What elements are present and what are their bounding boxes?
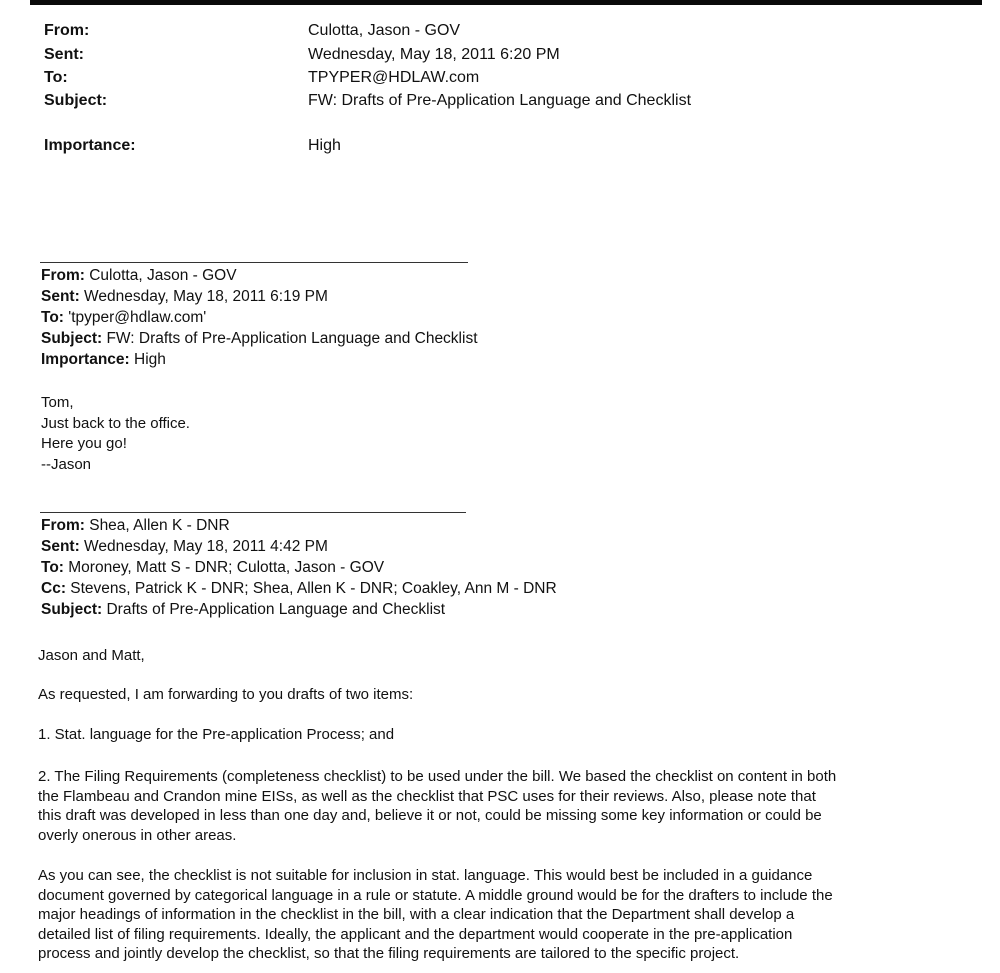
fwd1-subject: Subject: FW: Drafts of Pre-Application Language and Checklist xyxy=(41,330,478,347)
separator-2 xyxy=(40,512,466,513)
item-1: 1. Stat. language for the Pre-application Process; and xyxy=(38,726,395,743)
top-border xyxy=(30,0,982,5)
forwarded-message-1 xyxy=(41,265,478,370)
from-value: Culotta, Jason - GOV xyxy=(308,22,461,39)
greeting: Jason and Matt, xyxy=(38,647,145,664)
forwarded-message-2 xyxy=(41,515,557,620)
item-2-paragraph: 2. The Filing Requirements (completeness checklist) to be used under the bill. We based the checklist on content in both the Flambeau and Crandon mine EISs, as well as the checklist that PSC uses for their reviews. Also, please note that this draft was developed in less than one day and, believe it or not, could be missing some key information or could be overly onerous in other areas. xyxy=(38,768,837,844)
fwd1-importance: Importance: High xyxy=(41,351,166,368)
fwd1-body: Tom, Just back to the office. Here you go! --Jason xyxy=(41,394,190,473)
fwd2-from: From: Shea, Allen K - DNR xyxy=(41,517,230,534)
sent-label: Sent: xyxy=(44,46,84,63)
sent-value: Wednesday, May 18, 2011 6:20 PM xyxy=(308,46,560,63)
importance-label: Importance: xyxy=(44,137,136,154)
subject-value: FW: Drafts of Pre-Application Language and Checklist xyxy=(308,92,692,109)
fwd2-cc: Cc: Stevens, Patrick K - DNR; Shea, Allen K - DNR; Coakley, Ann M - DNR xyxy=(41,580,557,597)
intro-paragraph: As requested, I am forwarding to you drafts of two items: xyxy=(38,686,414,703)
to-value: TPYPER@HDLAW.com xyxy=(308,69,480,86)
fwd1-from: From: Culotta, Jason - GOV xyxy=(41,267,237,284)
fwd2-subject: Subject: Drafts of Pre-Application Language and Checklist xyxy=(41,601,446,618)
separator-1 xyxy=(40,262,468,263)
fwd1-sent: Sent: Wednesday, May 18, 2011 6:19 PM xyxy=(41,288,328,305)
importance-value: High xyxy=(308,137,341,154)
to-label: To: xyxy=(44,69,68,86)
from-label: From: xyxy=(44,22,90,39)
subject-label: Subject: xyxy=(44,92,108,109)
closing-paragraph: As you can see, the checklist is not suitable for inclusion in stat. language. This would best be included in a guidance document governed by categorical language in a rule or statute. A middle ground would be for the drafters to include the major headings of information in the checklist in the bill, with a clear indication that the Department shall develop a detailed list of filing requirements. Ideally, the applicant and the department would cooperate in the pre-application process and jointly develop the checklist, so that the filing requirements are tailored to the specific project. xyxy=(38,867,833,962)
fwd1-to: To: 'tpyper@hdlaw.com' xyxy=(41,309,207,326)
fwd2-to: To: Moroney, Matt S - DNR; Culotta, Jason - GOV xyxy=(41,559,385,576)
fwd2-sent: Sent: Wednesday, May 18, 2011 4:42 PM xyxy=(41,538,328,555)
